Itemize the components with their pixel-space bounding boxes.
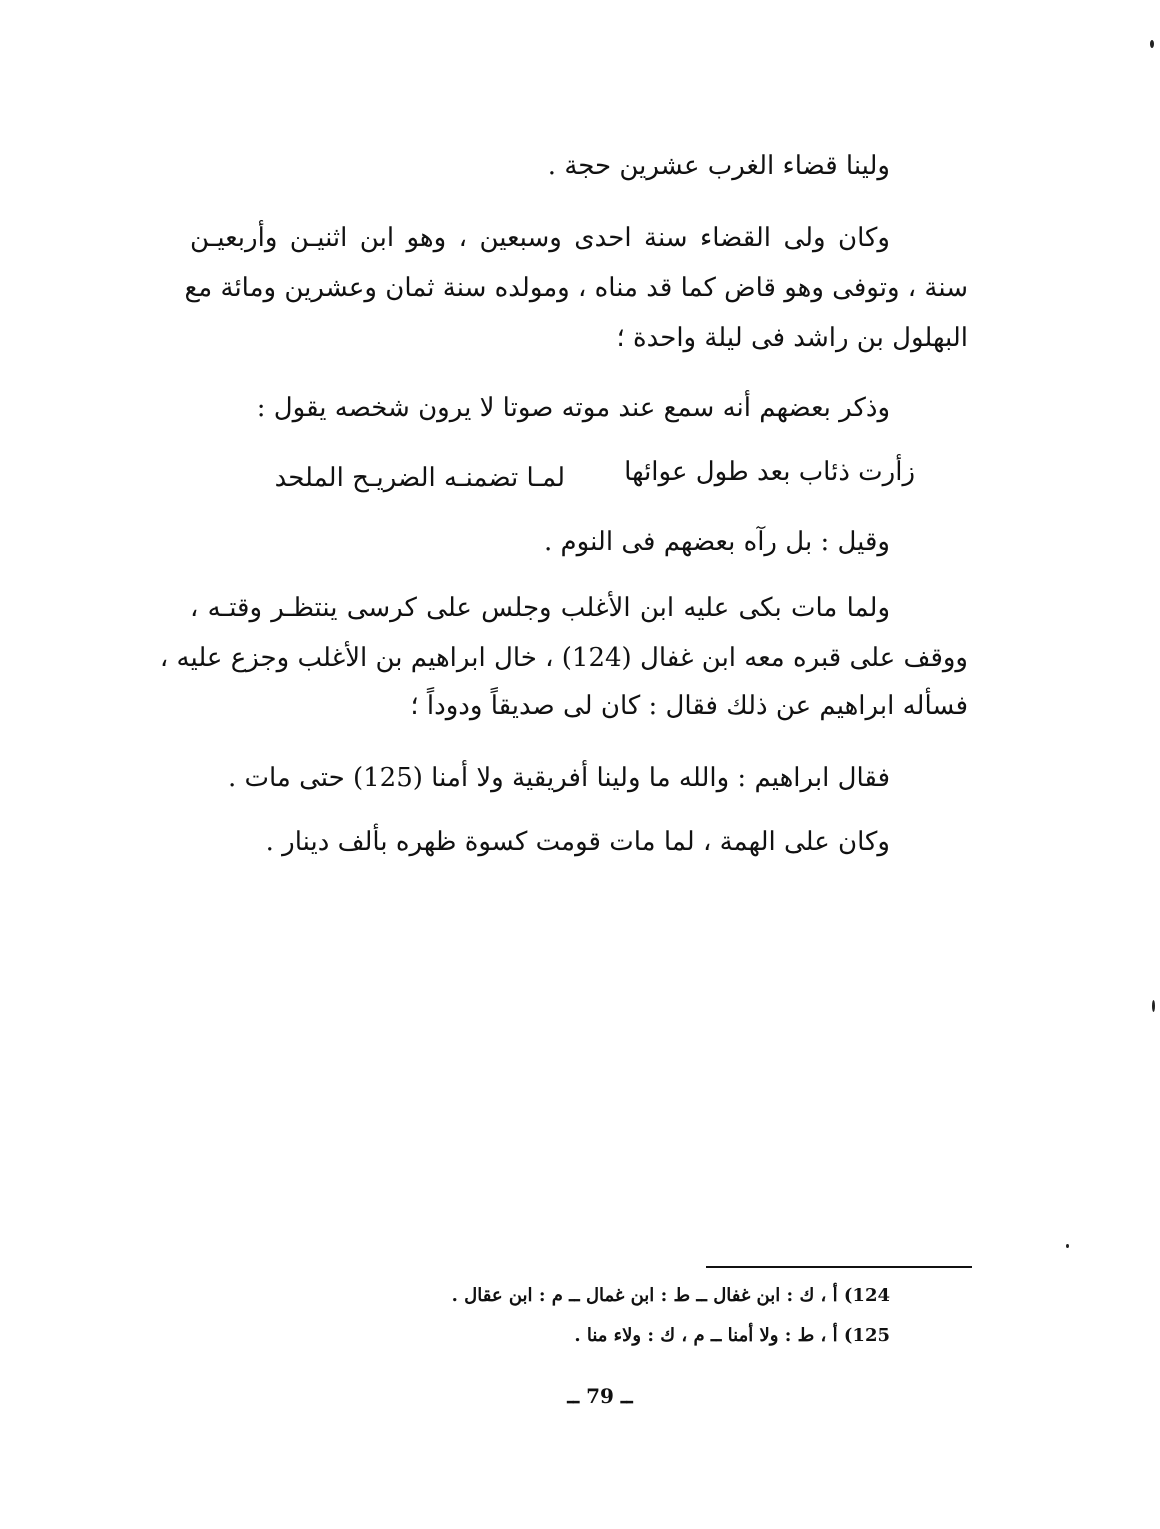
scan-speck	[1152, 1000, 1155, 1012]
verse-second-hemistich: لمـا تضمنـه الضريـح الملحد	[274, 463, 565, 493]
scan-speck	[1150, 40, 1154, 48]
body-line-2: وكان ولى القضاء سنة احدى وسبعين ، وهو ابن اثنيـن وأربعيـن	[190, 223, 890, 253]
body-line-11: وكان على الهمة ، لما مات قومت كسوة ظهره بألف دينار .	[265, 827, 890, 857]
footnote-separator	[706, 1266, 972, 1268]
body-line-8: ووقف على قبره معه ابن غفال (124) ، خال ابراهيم بن الأغلب وجزع عليه ،	[159, 643, 968, 673]
body-line-3: سنة ، وتوفى وهو قاض كما قد مناه ، ومولده سنة ثمان وعشرين ومائة مع	[184, 273, 968, 303]
scan-speck	[1066, 1244, 1069, 1248]
body-line-5: وذكر بعضهم أنه سمع عند موته صوتا لا يرون شخصه يقول :	[256, 393, 890, 423]
body-line-1: ولينا قضاء الغرب عشرين حجة .	[547, 151, 890, 181]
verse-first-hemistich: زأرت ذئاب بعد طول عوائها	[624, 457, 915, 487]
body-line-7: ولما مات بكى عليه ابن الأغلب وجلس على كرسى ينتظـر وقتـه ،	[190, 593, 890, 623]
footnote-124: 124) أ ، ك : ابن غفال ــ ط : ابن غمال ــ م : ابن عقال .	[451, 1285, 890, 1306]
body-line-9: فسأله ابراهيم عن ذلك فقال : كان لى صديقاً ودوداً ؛	[410, 691, 968, 721]
body-line-10: فقال ابراهيم : والله ما ولينا أفريقية ولا أمنا (125) حتى مات .	[228, 763, 890, 793]
footnote-125: 125) أ ، ط : ولا أمنا ــ م ، ك : ولاء منا .	[574, 1325, 890, 1346]
body-line-4: البهلول بن راشد فى ليلة واحدة ؛	[616, 323, 968, 353]
body-line-6: وقيل : بل رآه بعضهم فى النوم .	[544, 527, 890, 557]
page-number: ــ 79 ــ	[567, 1384, 633, 1408]
